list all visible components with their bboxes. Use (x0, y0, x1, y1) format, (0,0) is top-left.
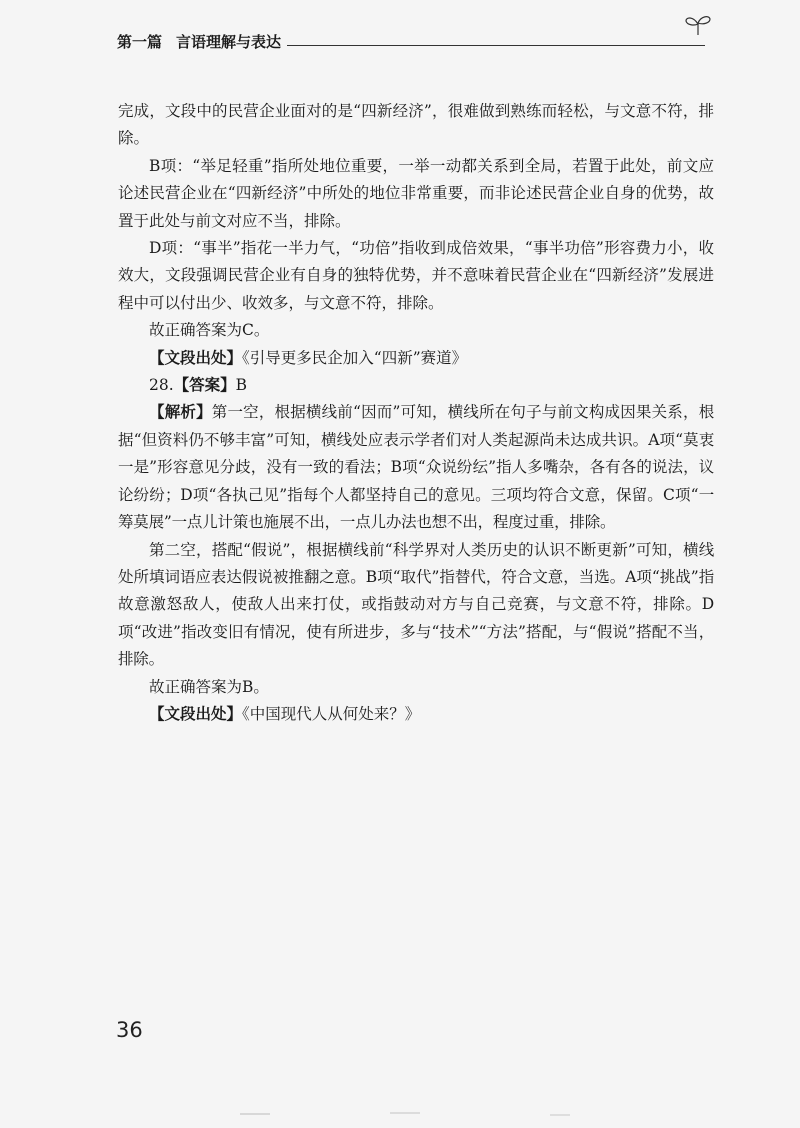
page-body (118, 98, 714, 728)
header-chapter-title: 言语理解与表达 (176, 33, 282, 51)
paragraph-answer-b: 故正确答案为B。 (149, 677, 269, 696)
running-header (117, 22, 707, 52)
source-label: 【文段出处】 (149, 704, 243, 723)
analysis-label: 【解析】 (149, 403, 212, 422)
question-28-answer (118, 372, 714, 399)
sprout-icon (683, 14, 713, 36)
source-title: 《中国现代人从何处来？》 (242, 704, 421, 723)
paragraph-answer-c: 故正确答案为C。 (149, 321, 270, 340)
paragraph-option-b: B项：“举足轻重”指所处地位重要，一举一动都关系到全局，若置于此处，前文应论述民营企业在“四新经济”中所处的地位非常重要，而非论述民营企业自身的优势，故置于此处与前文对应不当，排除。 (118, 156, 714, 230)
scan-noise (90, 1108, 710, 1120)
analysis-text: 第一空，根据横线前“因而”可知，横线所在句子与前文构成因果关系，根据“但资料仍不够丰富”可知，横线处应表示学者们对人类起源尚未达成共识。A项“莫衷一是”形容意见分歧，没有一致的看法；B项“众说纷纭”指人多嘴杂，各有各的说法，议论纷纷；D项“各执己见”指每个人都坚持自己的意见。三项均符合文意，保留。C项“一筹莫展”一点儿计策也施展不出，一点儿办法也想不出，程度过重，排除。 (118, 403, 714, 532)
question-number: 28. (149, 376, 174, 395)
answer-value: B (235, 376, 248, 395)
source-label: 【文段出处】 (149, 348, 243, 367)
answer-label: 【答案】 (173, 376, 236, 395)
paragraph-second-blank: 第二空，搭配“假说”，根据横线前“科学界对人类历史的认识不断更新”可知，横线处所填词语应表达假说被推翻之意。B项“取代”指替代，符合文意，当选。A项“挑战”指故意激怒敌人，使敌人出来打仗，或指鼓动对方与自己竞赛，与文意不符，排除。D项“改进”指改变旧有情况，使有所进步，多与“技术”“方法”搭配，与“假说”搭配不当，排除。 (118, 540, 714, 669)
header-part-label: 第一篇 (117, 33, 163, 51)
analysis-paragraph (118, 399, 714, 536)
paragraph-continuation: 完成，文段中的民营企业面对的是“四新经济”，很难做到熟练而轻松，与文意不符，排除。 (118, 102, 714, 148)
page-number: 36 (116, 1018, 143, 1042)
header-rule (287, 45, 705, 46)
source-title: 《引导更多民企加入“四新”赛道》 (242, 348, 468, 367)
paragraph-option-d: D项：“事半”指花一半力气，“功倍”指收到成倍效果，“事半功倍”形容费力小，收效大，文段强调民营企业有自身的独特优势，并不意味着民营企业在“四新经济”发展进程中可以付出少、收效多，与文意不符，排除。 (118, 239, 714, 312)
source-line-1 (118, 345, 714, 372)
source-line-2 (118, 701, 714, 728)
